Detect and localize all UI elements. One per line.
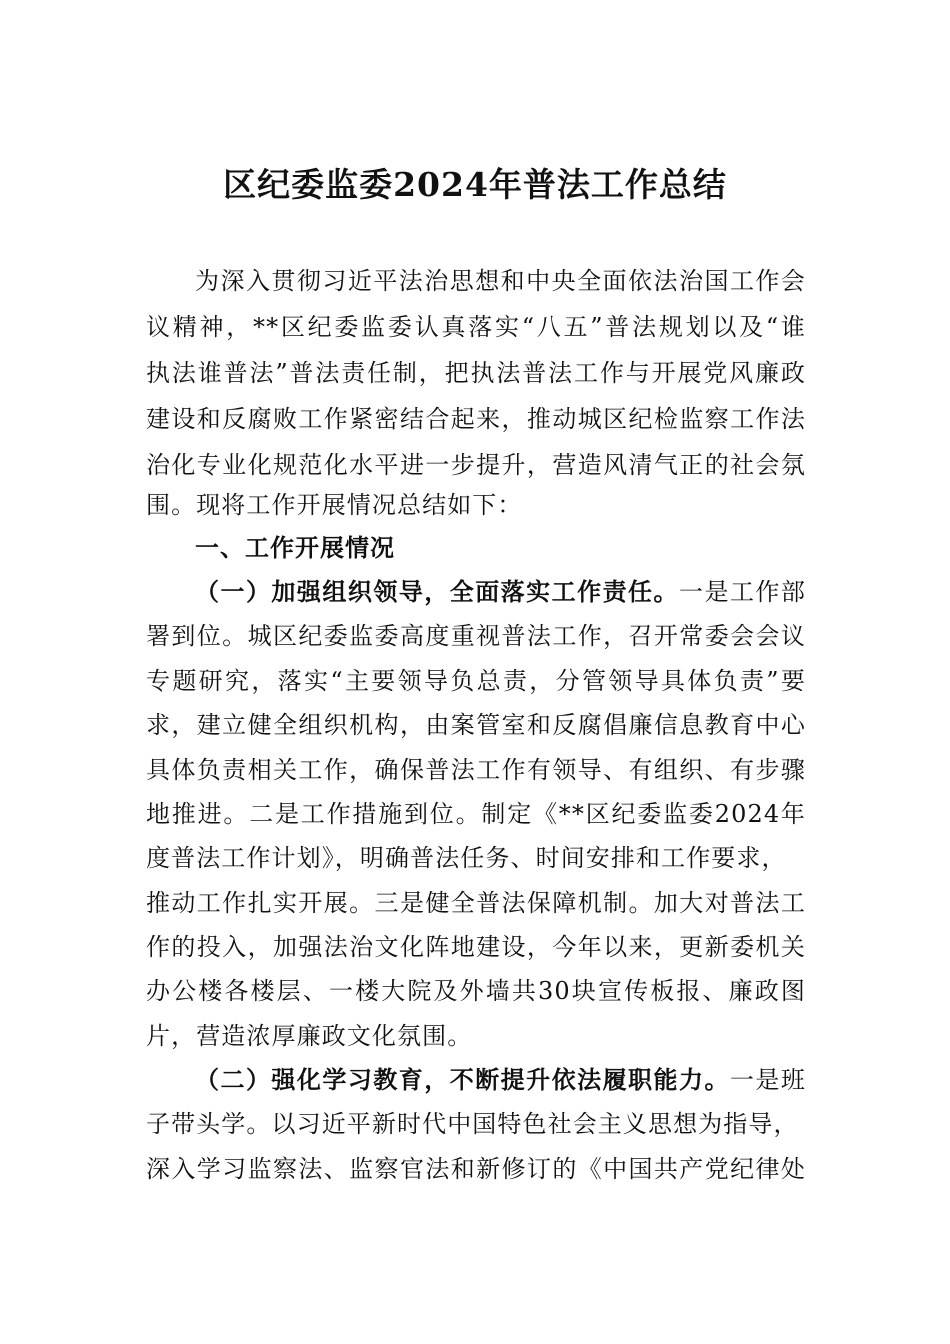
sub1-line-2: 署到位。城区纪委监委高度重视普法工作，召开常委会会议 <box>146 622 806 650</box>
document-title: 区纪委监委2024年普法工作总结 <box>223 165 727 204</box>
intro-line-4: 建设和反腐败工作紧密结合起来，推动城区纪检监察工作法 <box>146 405 806 433</box>
sub1-line-6: 地推进。二是工作措施到位。制定《**区纪委监委2024年 <box>146 800 806 828</box>
sub1-rest-first: 一是工作部 <box>679 578 806 606</box>
sub1-line-10: 办公楼各楼层、一楼大院及外墙共30块宣传板报、廉政图 <box>146 977 806 1005</box>
sub1-line-7: 度普法工作计划》，明确普法任务、时间安排和工作要求， <box>146 844 787 872</box>
sub2-line-3: 深入学习监察法、监察官法和新修订的《中国共产党纪律处 <box>146 1155 806 1183</box>
sub2-lead: （二）强化学习教育，不断提升依法履职能力。 <box>195 1065 730 1094</box>
sub1-line-11: 片，营造浓厚廉政文化氛围。 <box>146 1022 473 1050</box>
sub1-lead: （一）加强组织领导，全面落实工作责任。 <box>195 577 679 606</box>
sub1-line-3: 专题研究，落实“主要领导负总责，分管领导具体负责”要 <box>146 667 806 695</box>
intro-line-2: 议精神，**区纪委监委认真落实“八五”普法规划以及“谁 <box>146 313 806 341</box>
sub2-rest-first: 一是班 <box>729 1066 806 1094</box>
intro-line-5: 治化专业化规范化水平进一步提升，营造风清气正的社会氛 <box>146 451 806 479</box>
sub1-line-4: 求，建立健全组织机构，由案管室和反腐倡廉信息教育中心 <box>146 711 806 739</box>
intro-line-6: 围。现将工作开展情况总结如下： <box>146 491 523 519</box>
intro-line-1: 为深入贯彻习近平法治思想和中央全面依法治国工作会 <box>195 267 806 295</box>
sub1-line-8: 推动工作扎实开展。三是健全普法保障机制。加大对普法工 <box>146 889 806 917</box>
sub1-line-9: 作的投入，加强法治文化阵地建设，今年以来，更新委机关 <box>146 933 806 961</box>
sub1-line-5: 具体负责相关工作，确保普法工作有领导、有组织、有步骤 <box>146 756 806 784</box>
sub2-first-line <box>195 1062 806 1098</box>
sub2-line-2: 子带头学。以习近平新时代中国特色社会主义思想为指导， <box>146 1110 799 1138</box>
section-heading-1: 一、工作开展情况 <box>195 534 395 562</box>
intro-line-3: 执法谁普法”普法责任制，把执法普法工作与开展党风廉政 <box>146 359 806 387</box>
sub1-first-line <box>195 574 806 610</box>
